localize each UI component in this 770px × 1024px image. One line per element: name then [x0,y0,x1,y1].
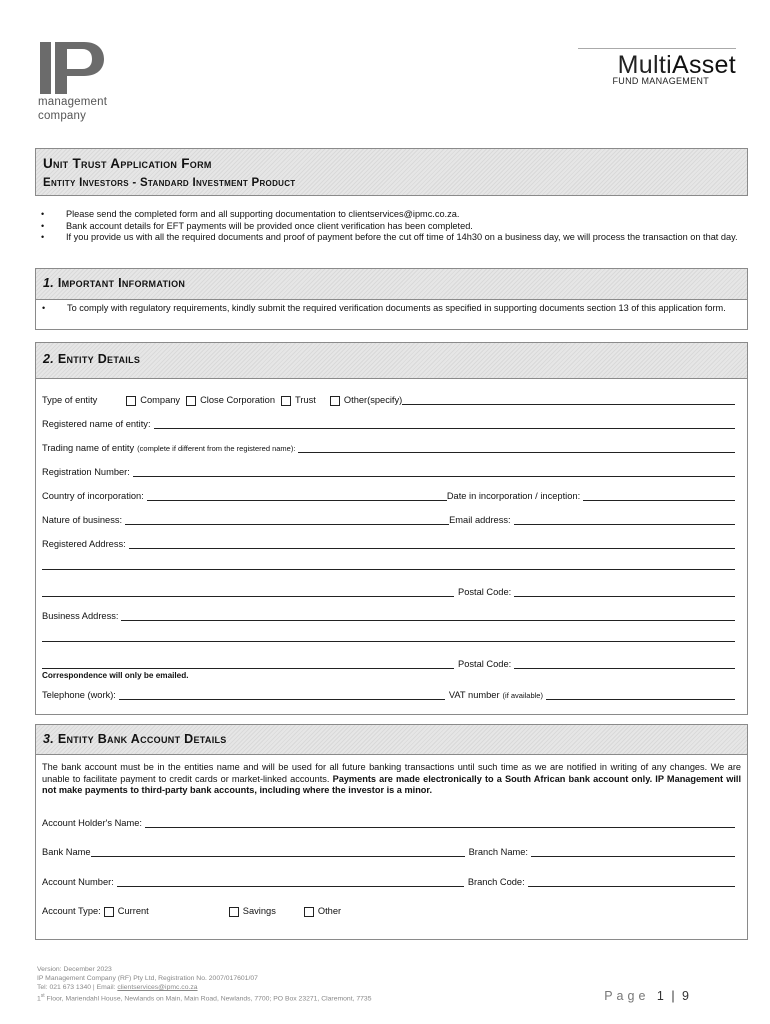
email-address-field[interactable] [514,515,735,525]
ip-management-logo [38,38,128,122]
footer-version: Version: December 2023 [37,966,112,973]
other-account-label: Other [317,906,342,916]
trading-name-note: (complete if different from the registered name): [137,444,296,453]
close-corporation-label: Close Corporation [200,395,276,405]
nature-business-label: Nature of business: [42,515,123,525]
other-entity-checkbox[interactable] [330,396,340,406]
ip-logo-mark [38,38,108,94]
other-entity-field[interactable] [402,395,735,405]
registered-name-row [42,415,735,429]
footer [37,965,371,1003]
bank-account-paragraph: The bank account must be in the entities name and will be used for all future banking transactions until such time as we are notified in writing of any changes. We are unable to facilitate payment to credit cards or market-linked accounts. Payments are made electronically to a South African bank account only. IP Management will not make payments to third-party bank accounts, including where the investor is a minor. [42,762,742,795]
trading-name-label: Trading name of entity [42,443,135,453]
branch-code-field[interactable] [528,877,735,887]
branch-code-label: Branch Code: [467,877,525,887]
vat-number-label: VAT number [448,690,500,700]
registered-address-field[interactable] [129,539,735,549]
vat-number-field[interactable] [546,690,735,700]
section-2-heading: 2. Entity Details [36,343,747,379]
ip-logo-sub-2: company [38,110,87,122]
incorporation-row [42,487,735,501]
account-number-label: Account Number: [42,877,114,887]
registration-number-label: Registration Number: [42,467,130,477]
country-incorporation-label: Country of incorporation: [42,491,144,501]
section-bank-account-details [35,724,748,940]
telephone-label: Telephone (work): [42,690,116,700]
company-checkbox[interactable] [126,396,136,406]
nature-business-field[interactable] [125,515,449,525]
business-address-field[interactable] [121,611,735,621]
page-number: Page 1 | 9 [604,989,691,1003]
section-1-heading: 1. Important Information [36,269,747,300]
logo-rule [578,48,736,49]
date-incorporation-field[interactable] [583,491,735,501]
postal-code-label: Postal Code: [458,659,512,669]
other-entity-label: Other(specify) [343,395,403,405]
savings-label: Savings [242,906,276,916]
section-important-information [35,268,748,330]
branch-name-field[interactable] [531,847,735,857]
telephone-vat-row [42,686,735,700]
bank-branch-row [42,843,735,857]
ip-logo-sub-1: management [38,96,108,108]
multiasset-logo [576,50,736,86]
telephone-field[interactable] [119,690,445,700]
account-type-row [42,902,341,916]
country-incorporation-field[interactable] [147,491,447,501]
list-item: • To comply with regulatory requirements, kindly submit the required verification documents as specified in supporting documents section 13 of this application form. [41,303,741,315]
trading-name-field[interactable] [298,443,735,453]
intro-bullet-list [40,209,744,244]
section-3-heading: 3. Entity Bank Account Details [36,725,747,755]
postal-code-row-2 [42,655,735,669]
trust-label: Trust [295,395,316,405]
postal-code-field[interactable] [514,659,735,669]
list-item: • Bank account details for EFT payments will be provided once client verification has been completed. [40,221,744,233]
account-holder-label: Account Holder's Name: [42,818,142,828]
account-type-label: Account Type: [42,906,101,916]
correspondence-note: Correspondence will only be emailed. [42,671,189,680]
registered-name-label: Registered name of entity: [42,419,151,429]
registered-address-line-3[interactable] [42,587,454,597]
nature-email-row [42,511,735,525]
section-1-bullets [41,303,741,315]
email-address-label: Email address: [449,515,511,525]
registered-address-line-2[interactable] [42,569,735,570]
registered-name-field[interactable] [154,419,735,429]
form-title-box [35,148,748,196]
postal-code-label: Postal Code: [458,587,512,597]
registration-number-field[interactable] [133,467,735,477]
current-label: Current [117,906,149,916]
company-label: Company [140,395,181,405]
multiasset-tagline: FUND MANAGEMENT [612,76,709,86]
business-address-row [42,607,735,621]
branch-name-label: Branch Name: [468,847,529,857]
footer-contact: Tel: 021 673 1340 | Email: clientservices@ipmc.co.za [37,984,198,991]
postal-code-row-1 [42,583,735,597]
account-number-field[interactable] [117,877,464,887]
section-entity-details [35,342,748,715]
registered-address-label: Registered Address: [42,539,126,549]
postal-code-field[interactable] [514,587,735,597]
list-item: • If you provide us with all the required documents and proof of payment before the cut off time of 14h30 on a business day, we will process the transaction on that day. [40,232,744,244]
bank-name-label: Bank Name [42,847,91,857]
business-address-line-2[interactable] [42,641,735,642]
business-address-label: Business Address: [42,611,119,621]
date-incorporation-label: Date in incorporation / inception: [446,491,581,501]
vat-note: (if available) [502,691,543,700]
footer-company: IP Management Company (RF) Pty Ltd, Registration No. 2007/017601/07 [37,975,258,982]
type-of-entity-row [42,391,735,405]
trust-checkbox[interactable] [281,396,291,406]
form-title: Unit Trust Application Form [43,156,212,171]
trading-name-row [42,439,735,453]
account-holder-field[interactable] [145,818,735,828]
registration-number-row [42,463,735,477]
footer-address: 1st Floor, Mariendahl House, Newlands on Main, Main Road, Newlands, 7700; PO Box 23271, Claremont, 7735 [37,993,372,1003]
account-number-row [42,873,735,887]
registered-address-row [42,535,735,549]
list-item: • Please send the completed form and all supporting documentation to clientservices@ipmc.co.za. [40,209,744,221]
type-of-entity-label: Type of entity [42,395,98,405]
multiasset-name: MultiAsset [617,51,736,79]
current-checkbox[interactable] [104,907,114,917]
form-subtitle: Entity Investors - Standard Investment Product [43,177,296,189]
business-address-line-3[interactable] [42,659,454,669]
close-corporation-checkbox[interactable] [186,396,196,406]
bank-name-field[interactable] [91,847,465,857]
other-account-checkbox[interactable] [304,907,314,917]
account-holder-row [42,814,735,828]
footer-email-link[interactable]: clientservices@ipmc.co.za [117,984,198,991]
savings-checkbox[interactable] [229,907,239,917]
